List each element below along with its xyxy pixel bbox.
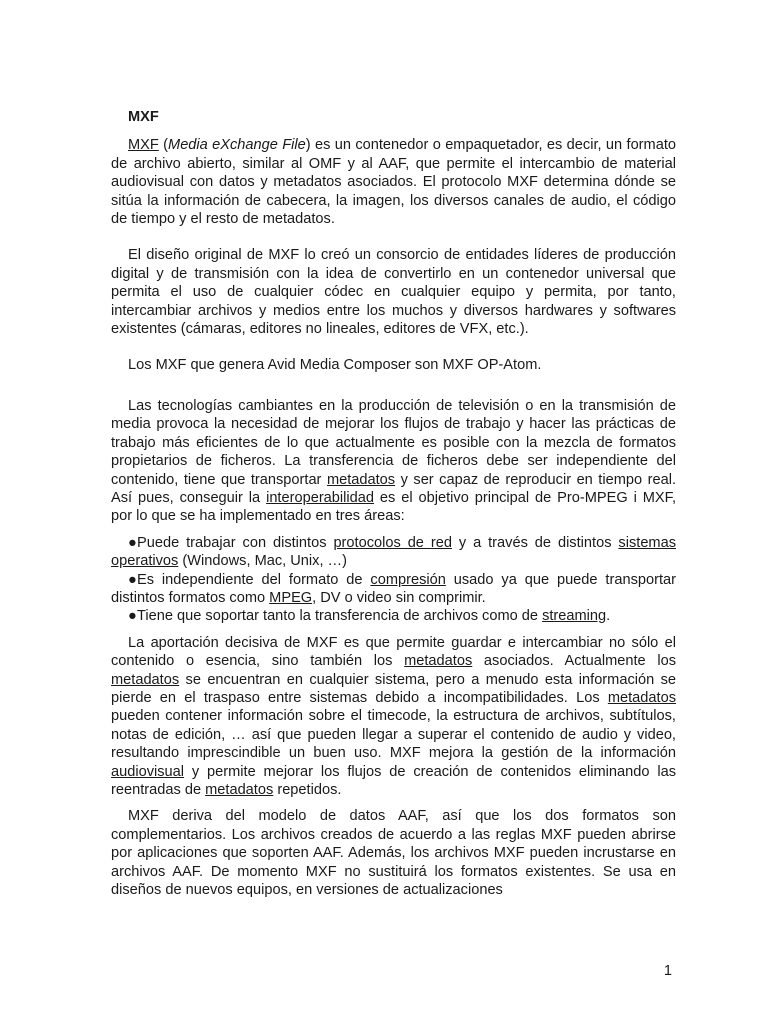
text-span: Tiene que soportar tanto la transferencia de archivos como de (137, 608, 543, 625)
link-mxf[interactable]: MXF (128, 137, 159, 154)
text-span: y permite mejorar los flujos de creación de contenidos eliminando las reentradas de (111, 763, 676, 798)
text-span: usado ya que puede transportar distintos formatos como (111, 571, 676, 606)
paragraph-aaf: MXF deriva del modelo de datos AAF, así que los dos formatos son complementarios. Los archivos creados de acuerdo a las reglas MXF pueden abrirse por aplicaciones que soporten AAF. Además, los archivos MXF pueden incrustarse en archivos AAF. De momento MXF no sustituirá los formatos existentes. Se usa en diseños de nuevos equipos, en versiones de actualizaciones (111, 808, 676, 899)
text-span: pueden contener información sobre el timecode, la estructura de archivos, subtítulos, notas de edición, … así que pueden llegar a superar el contenido de audio y video, resultando imprescindible un buen uso. MXF mejora la gestión de la información (111, 708, 676, 762)
link-metadatos[interactable]: metadatos (404, 653, 473, 670)
link-sistemas-operativos[interactable]: sistemas operativos (111, 534, 676, 570)
bullet-list (111, 534, 676, 626)
italic-term: Media eXchange File (168, 137, 306, 154)
paragraph-intro (111, 136, 676, 228)
text-span: repetidos. (273, 782, 342, 798)
paragraph-avid: Los MXF que genera Avid Media Composer son MXF OP-Atom. (128, 357, 542, 374)
text-span: Es independiente del formato de (137, 571, 371, 588)
text-span: Las tecnologías cambiantes en la producción de televisión o en la transmisión de media provoca la necesidad de mejorar los flujos de trabajo y hacer las prácticas de trabajo más eficientes de lo que actualmente es posible con la mezcla de formatos propietarios de ficheros. La transferencia de ficheros debe ser independiente del contenido, tiene que transportar (111, 397, 676, 488)
paragraph-technologies (111, 397, 676, 526)
text-span: ) es un contenedor o empaquetador, es decir, un formato de archivo abierto, similar al OMF y al AAF, que permite el intercambio de material audiovisual con datos y metadatos asociados. El protocolo MXF determina dónde se sitúa la información de cabecera, la imagen, los diversos canales de audio, el código de tiempo y el resto de metadatos. (111, 137, 676, 228)
text-span: Puede trabajar con distintos (137, 534, 334, 551)
bullet-icon: ● (128, 534, 137, 551)
text-span: asociados. Actualmente los (472, 653, 676, 670)
page-title: MXF (128, 109, 159, 125)
link-metadatos[interactable]: metadatos (205, 782, 274, 798)
link-compresion[interactable]: compresión (370, 571, 446, 588)
link-protocolos-de-red[interactable]: protocolos de red (333, 534, 452, 551)
text-span: ( (158, 137, 169, 154)
paragraph-contribution (111, 634, 676, 800)
link-streaming[interactable]: streaming (542, 608, 607, 625)
text-span: . (606, 608, 611, 625)
paragraph-design: El diseño original de MXF lo creó un consorcio de entidades líderes de producción digital y de transmisión con la idea de convertirlo en un contenedor universal que permita el uso de cualquier códec en cualquier equipo y permita, por tanto, intercambiar archivos y medios entre los muchos y diversos hardwares y softwares existentes (cámaras, editores no lineales, editores de VFX, etc.). (111, 247, 676, 338)
bullet-icon: ● (128, 571, 137, 588)
bullet-icon: ● (128, 608, 137, 625)
text-span: La aportación decisiva de MXF es que permite guardar e intercambiar no sólo el contenido o esencia, sino también los (111, 634, 676, 670)
link-metadatos[interactable]: metadatos (111, 671, 180, 688)
page-number: 1 (663, 963, 672, 979)
text-span: es el objetivo principal de Pro-MPEG i MXF, por lo que se ha implementado en tres áreas: (111, 489, 676, 525)
document-body (111, 108, 676, 899)
link-interoperabilidad[interactable]: interoperabilidad (266, 489, 374, 506)
link-mpeg[interactable]: MPEG (269, 589, 313, 606)
text-span: (Windows, Mac, Unix, …) (178, 553, 348, 570)
text-span: y ser capaz de reproducir en tiempo real. Así pues, conseguir la (111, 471, 676, 506)
list-item (111, 534, 676, 571)
link-audiovisual[interactable]: audiovisual (111, 763, 185, 780)
text-span: se encuentran en cualquier sistema, pero a menudo esta información se pierde en el traspaso entre sistemas debido a incompatibilidades. Los (111, 671, 676, 706)
link-metadatos[interactable]: metadatos (326, 471, 396, 488)
list-item (111, 607, 676, 625)
text-span: , DV o video sin comprimir. (312, 589, 486, 606)
link-metadatos[interactable]: metadatos (607, 689, 676, 706)
list-item (111, 571, 676, 608)
text-span: y a través de distintos (451, 534, 619, 551)
